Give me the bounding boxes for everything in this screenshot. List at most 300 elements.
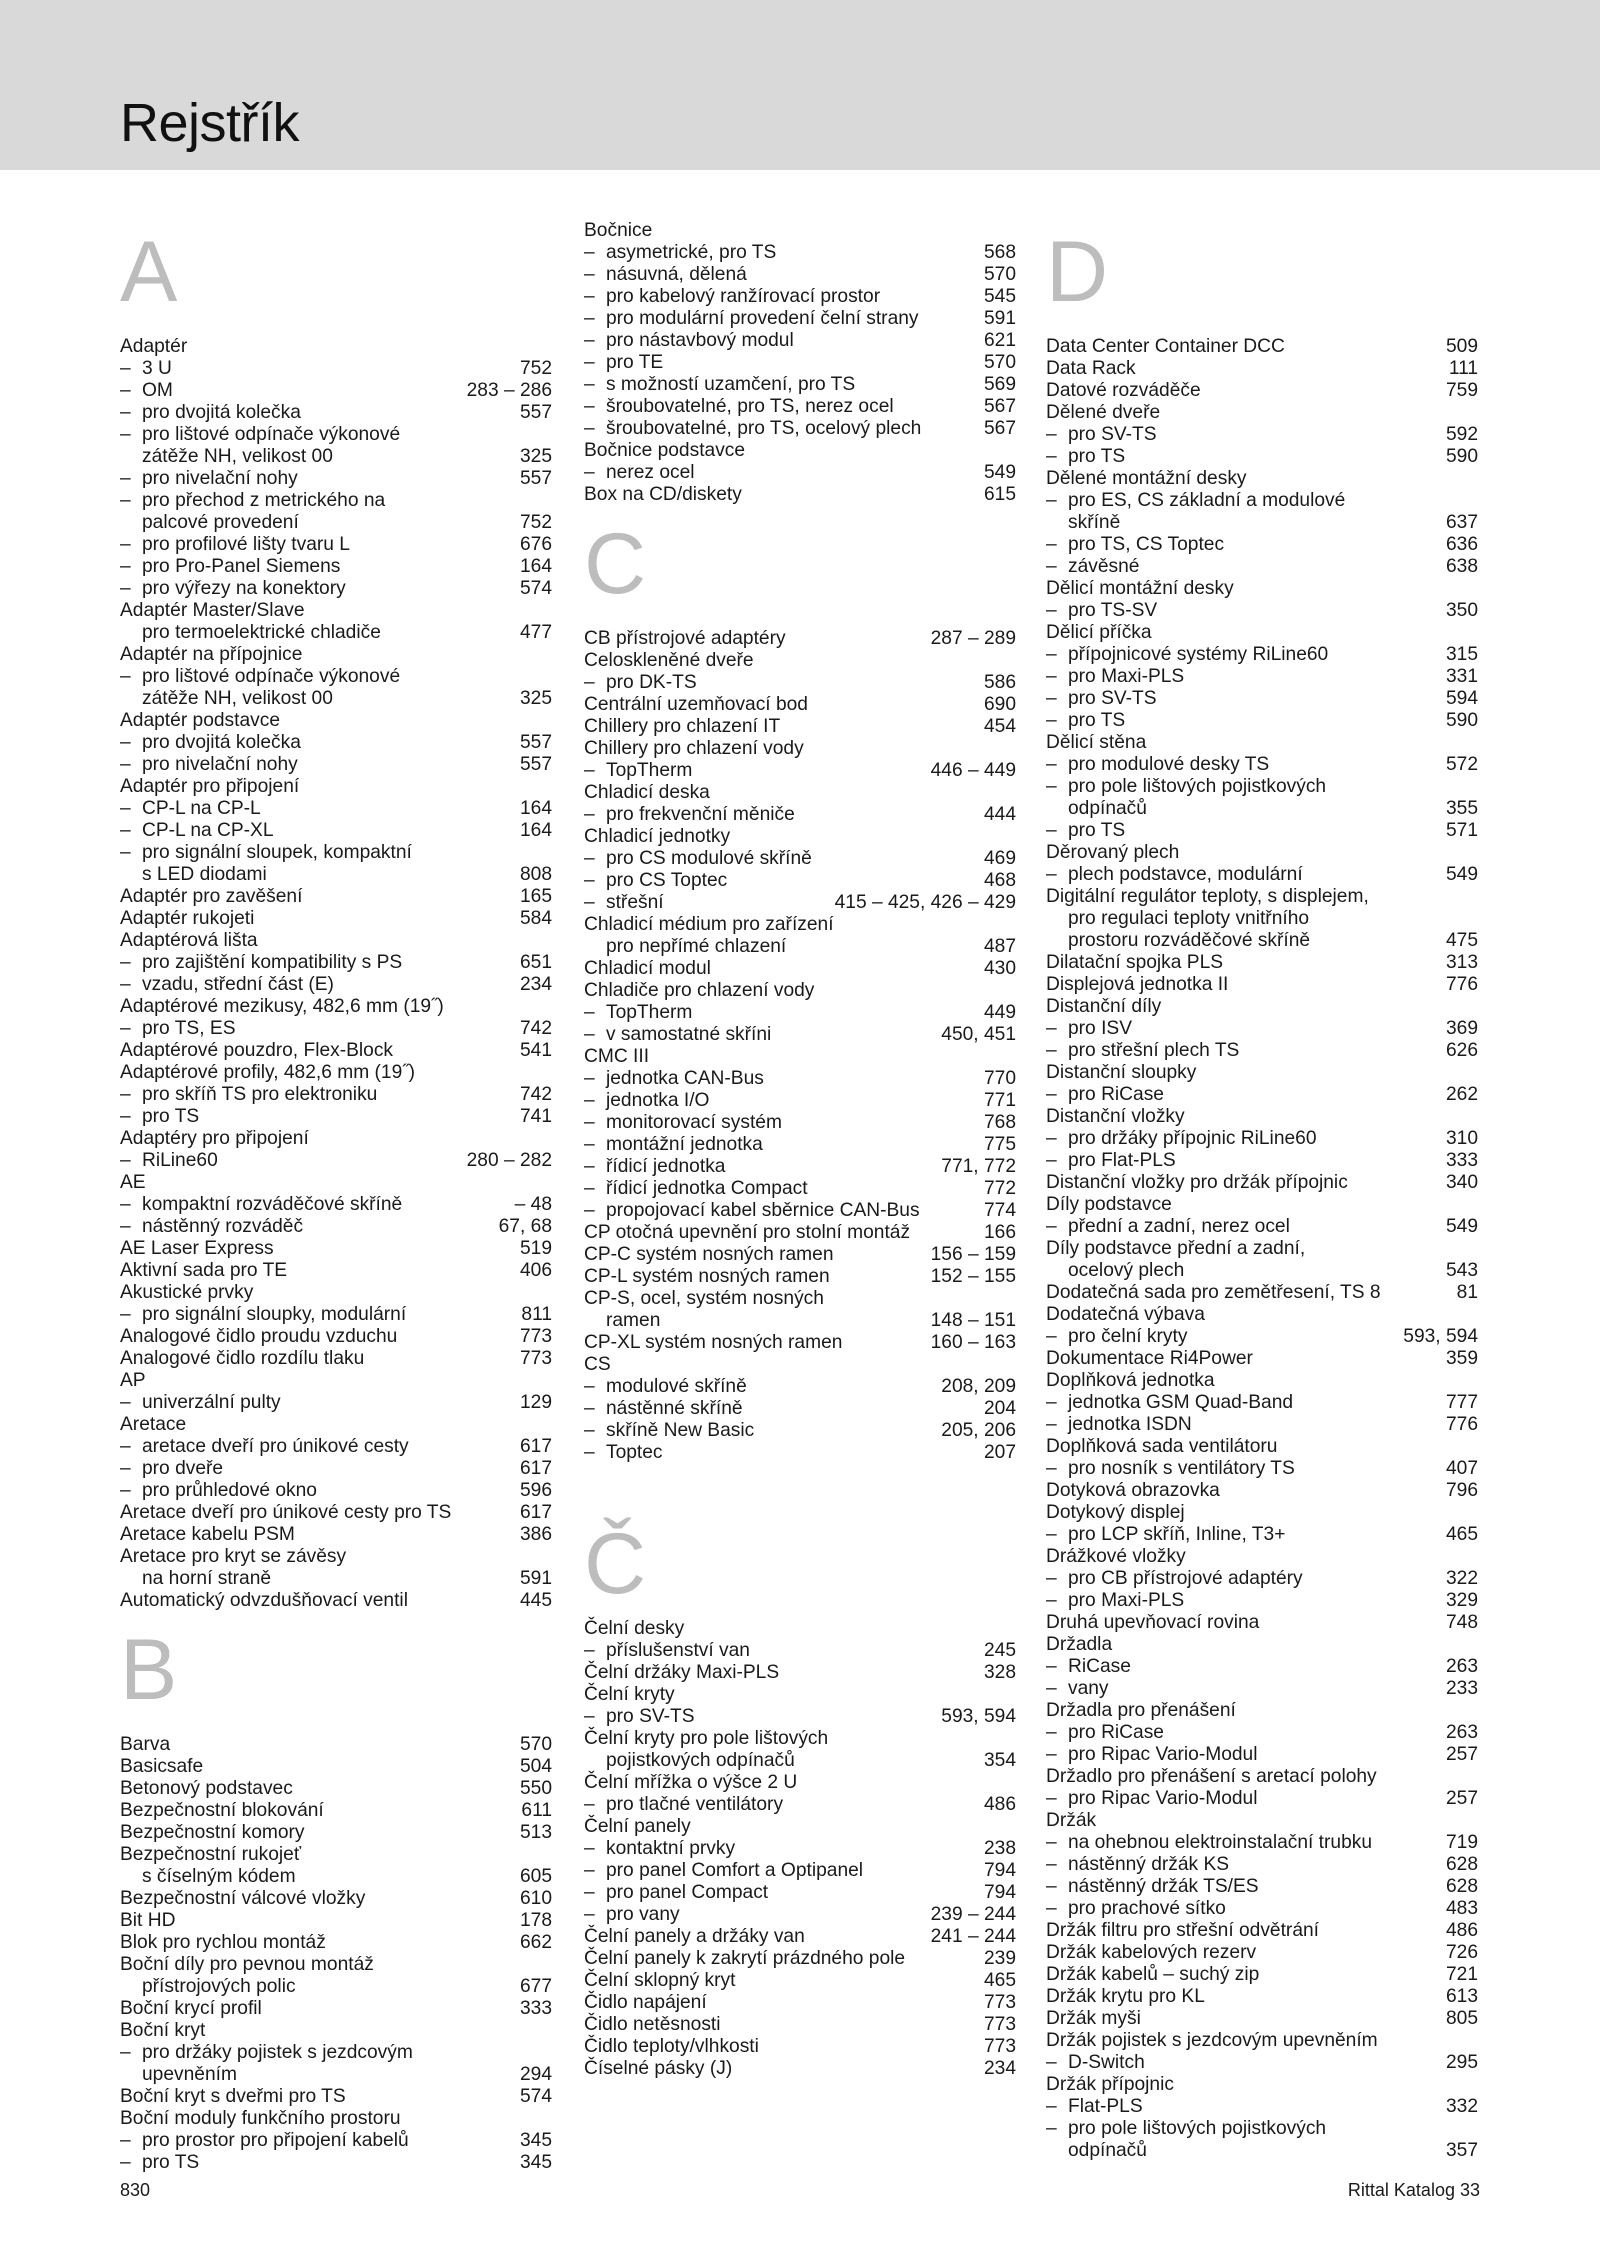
entry-text: kompaktní rozváděčové skříně: [142, 1194, 403, 1215]
entry-text: Boční moduly funkčního prostoru: [120, 2108, 401, 2129]
entry-text: pro Flat-PLS: [1068, 1150, 1176, 1171]
entry-text: Dělené dveře: [1046, 402, 1161, 423]
entry-text: Chladicí deska: [584, 782, 710, 803]
page-ref: 332: [1445, 2096, 1478, 2117]
index-subentry: [120, 754, 552, 776]
entry-text: D-Switch: [1068, 2052, 1145, 2073]
subentry-dash: –: [1046, 776, 1057, 797]
index-subentry: [584, 1794, 1016, 1816]
entry-text: RiLine60: [142, 1150, 218, 1171]
entry-text: Distanční sloupky: [1046, 1062, 1197, 1083]
page-ref: 450, 451: [941, 1024, 1016, 1045]
index-entry: [120, 644, 552, 666]
index-entry: [1046, 1370, 1478, 1392]
page-ref: 567: [983, 418, 1016, 439]
subentry-dash: –: [1046, 1898, 1057, 1919]
index-subentry: [584, 264, 1016, 286]
entry-text: Dotyková obrazovka: [1046, 1480, 1220, 1501]
index-subentry: [120, 1436, 552, 1458]
footer-catalog: Rittal Katalog 33: [1347, 2180, 1480, 2200]
entry-text: pro prachové sítko: [1068, 1898, 1226, 1919]
index-entry: [120, 1524, 552, 1546]
entry-text: pro držáky přípojnic RiLine60: [1068, 1128, 1317, 1149]
index-entry: [120, 1062, 552, 1084]
entry-text: Čidlo netěsnosti: [584, 2014, 721, 2035]
subentry-dash: –: [584, 1442, 595, 1463]
page-ref: 468: [983, 870, 1016, 891]
index-entry: [584, 716, 1016, 738]
page-ref: 333: [1445, 1150, 1478, 1171]
page-ref: 446 – 449: [930, 760, 1016, 781]
index-subentry: [584, 1156, 1016, 1178]
index-subentry: [120, 1304, 552, 1326]
page-ref: 475: [1445, 930, 1478, 951]
page-ref: 638: [1445, 556, 1478, 577]
page-ref: 519: [519, 1238, 552, 1259]
index-entry-continuation: [120, 622, 552, 644]
page-ref: 257: [1445, 1788, 1478, 1809]
index-entry: [120, 1590, 552, 1612]
entry-text: pro panel Compact: [606, 1882, 769, 1903]
entry-text: pro LCP skříň, Inline, T3+: [1068, 1524, 1286, 1545]
entry-text: pro modulární provedení čelní strany: [606, 308, 919, 329]
page-ref: 549: [1445, 1216, 1478, 1237]
subentry-dash: –: [120, 578, 131, 599]
subentry-dash: –: [120, 1458, 131, 1479]
page-ref: 449: [983, 1002, 1016, 1023]
entry-text: pro modulové desky TS: [1068, 754, 1270, 775]
index-subentry: [120, 1018, 552, 1040]
index-subentry: [1046, 644, 1478, 666]
index-entry: [120, 1370, 552, 1392]
page-ref: 593, 594: [1403, 1326, 1478, 1347]
entry-text: pro panel Comfort a Optipanel: [606, 1860, 864, 1881]
entry-text: nástěnný držák TS/ES: [1068, 1876, 1259, 1897]
subentry-dash: –: [584, 1068, 595, 1089]
page-ref: 549: [1445, 864, 1478, 885]
subentry-dash: –: [1046, 556, 1057, 577]
entry-text: CP-C systém nosných ramen: [584, 1244, 834, 1265]
page-ref: 164: [519, 820, 552, 841]
entry-text: CP-L systém nosných ramen: [584, 1266, 830, 1287]
entry-text: Držadlo pro přenášení s aretací polohy: [1046, 1766, 1377, 1787]
entry-text: pro TS-SV: [1068, 600, 1158, 621]
subentry-dash: –: [584, 330, 595, 351]
index-entry-continuation: [120, 446, 552, 468]
entry-text: Držák přípojnic: [1046, 2074, 1174, 2095]
page-title: Rejstřík: [120, 93, 300, 153]
index-subentry: [120, 952, 552, 974]
index-entry: [120, 996, 552, 1018]
entry-text: Basicsafe: [120, 1756, 204, 1777]
entry-text: pro TS: [1068, 446, 1126, 467]
entry-text: pro profilové lišty tvaru L: [142, 534, 350, 555]
index-entry: [120, 1260, 552, 1282]
entry-text: Čelní kryty pro pole lištových: [584, 1728, 829, 1749]
index-entry: [1046, 2008, 1478, 2030]
entry-text: jednotka GSM Quad-Band: [1068, 1392, 1294, 1413]
subentry-dash: –: [120, 1084, 131, 1105]
index-subentry: [1046, 1854, 1478, 1876]
subentry-dash: –: [120, 424, 131, 445]
page-ref: 345: [519, 2152, 552, 2173]
entry-text: odpínačů: [1068, 798, 1147, 819]
entry-text: Čelní panely k zakrytí prázdného pole: [584, 1948, 906, 1969]
index-entry: [120, 1348, 552, 1370]
subentry-dash: –: [584, 760, 595, 781]
page-ref: 770: [983, 1068, 1016, 1089]
entry-text: Chladicí modul: [584, 958, 711, 979]
page-ref: 752: [519, 512, 552, 533]
index-subentry: [1046, 1656, 1478, 1678]
subentry-dash: –: [120, 490, 131, 511]
entry-text: Držák filtru pro střešní odvětrání: [1046, 1920, 1319, 1941]
index-subentry: [120, 798, 552, 820]
page-ref: 773: [983, 1992, 1016, 2013]
index-entry: [120, 1734, 552, 1756]
page-ref: 329: [1445, 1590, 1478, 1611]
index-entry: [584, 1244, 1016, 1266]
subentry-dash: –: [1046, 1524, 1057, 1545]
index-entry: [584, 1816, 1016, 1838]
subentry-dash: –: [1046, 1040, 1057, 1061]
entry-text: modulové skříně: [606, 1376, 747, 1397]
entry-text: CP otočná upevnění pro stolní montáž: [584, 1222, 911, 1243]
index-subentry: [120, 2152, 552, 2174]
entry-text: Barva: [120, 1734, 171, 1755]
index-subentry: [1046, 2096, 1478, 2118]
index-entry: [1046, 1062, 1478, 1084]
index-entry: [120, 1910, 552, 1932]
page-ref: 166: [983, 1222, 1016, 1243]
index-subentry: [120, 1194, 552, 1216]
entry-text: Dělicí montážní desky: [1046, 578, 1234, 599]
subentry-dash: –: [584, 1376, 595, 1397]
index-subentry: [1046, 1040, 1478, 1062]
page-ref: 469: [983, 848, 1016, 869]
index-entry: [120, 710, 552, 732]
index-entry: [584, 628, 1016, 650]
subentry-dash: –: [584, 1420, 595, 1441]
subentry-dash: –: [1046, 820, 1057, 841]
index-subentry: [1046, 2118, 1478, 2140]
page-ref: 465: [983, 1970, 1016, 1991]
entry-text: Bit HD: [120, 1910, 176, 1931]
entry-text: upevněním: [142, 2064, 237, 2085]
page-ref: 504: [519, 1756, 552, 1777]
index-entry: [1046, 1964, 1478, 1986]
subentry-dash: –: [584, 286, 595, 307]
page-ref: 617: [519, 1436, 552, 1457]
page-ref: 772: [983, 1178, 1016, 1199]
index-entry: [120, 1778, 552, 1800]
index-subentry: [584, 308, 1016, 330]
index-subentry: [584, 892, 1016, 914]
index-subentry: [584, 1068, 1016, 1090]
entry-text: Bočnice: [584, 220, 653, 241]
index-entry: [1046, 1546, 1478, 1568]
page-ref: 331: [1445, 666, 1478, 687]
entry-text: Držák myši: [1046, 2008, 1141, 2029]
subentry-dash: –: [1046, 446, 1057, 467]
entry-text: Dokumentace Ri4Power: [1046, 1348, 1253, 1369]
footer-page-number: 830: [120, 2180, 151, 2200]
entry-text: Dotykový displej: [1046, 1502, 1185, 1523]
index-subentry: [1046, 1018, 1478, 1040]
page-ref: 350: [1445, 600, 1478, 621]
subentry-dash: –: [120, 1216, 131, 1237]
entry-text: pro přechod z metrického na: [142, 490, 386, 511]
index-subentry: [584, 374, 1016, 396]
entry-text: Boční kryt s dveřmi pro TS: [120, 2086, 346, 2107]
entry-text: aretace dveří pro únikové cesty: [142, 1436, 409, 1457]
index-subentry: [120, 490, 552, 512]
page-ref: 626: [1445, 1040, 1478, 1061]
page-ref: 591: [983, 308, 1016, 329]
index-entry: [584, 1684, 1016, 1706]
entry-text: nástěnné skříně: [606, 1398, 743, 1419]
entry-text: pro CB přístrojové adaptéry: [1068, 1568, 1303, 1589]
entry-text: pro SV-TS: [1068, 688, 1157, 709]
page-ref: 774: [983, 1200, 1016, 1221]
entry-text: pojistkových odpínačů: [606, 1750, 795, 1771]
entry-text: Aktivní sada pro TE: [120, 1260, 288, 1281]
entry-text: násuvná, dělená: [606, 264, 747, 285]
section-letter: A: [120, 224, 178, 320]
entry-text: pro regulaci teploty vnitřního: [1068, 908, 1310, 929]
index-entry: [1046, 1986, 1478, 2008]
page-ref: 545: [983, 286, 1016, 307]
entry-text: Držadla pro přenášení: [1046, 1700, 1236, 1721]
page-ref: 594: [1445, 688, 1478, 709]
page-ref: 742: [519, 1084, 552, 1105]
entry-text: Dilatační spojka PLS: [1046, 952, 1224, 973]
page-ref: 557: [519, 754, 552, 775]
index-entry: [120, 1998, 552, 2020]
entry-text: pro signální sloupek, kompaktní: [142, 842, 412, 863]
entry-text: Betonový podstavec: [120, 1778, 293, 1799]
entry-text: Čelní panely a držáky van: [584, 1926, 805, 1947]
index-subentry: [584, 1706, 1016, 1728]
entry-text: Čidlo napájení: [584, 1992, 707, 2013]
entry-text: Chladiče pro chlazení vody: [584, 980, 815, 1001]
index-entry: [584, 440, 1016, 462]
index-entry: [1046, 1942, 1478, 1964]
page-ref: 773: [983, 2036, 1016, 2057]
entry-text: Displejová jednotka II: [1046, 974, 1229, 995]
entry-text: Automatický odvzdušňovací ventil: [120, 1590, 408, 1611]
page-ref: 294: [519, 2064, 552, 2085]
entry-text: pro dveře: [142, 1458, 224, 1479]
page-ref: 628: [1445, 1854, 1478, 1875]
index-subentry: [584, 418, 1016, 440]
index-entry: [1046, 1194, 1478, 1216]
index-subentry: [1046, 1722, 1478, 1744]
entry-text: pro zajištění kompatibility s PS: [142, 952, 403, 973]
page-ref: 234: [519, 974, 552, 995]
entry-text: Chillery pro chlazení IT: [584, 716, 781, 737]
subentry-dash: –: [120, 402, 131, 423]
section-letter: B: [120, 1622, 178, 1718]
index-subentry: [1046, 1744, 1478, 1766]
page-ref: 430: [983, 958, 1016, 979]
entry-text: AE: [120, 1172, 146, 1193]
index-entry: [1046, 380, 1478, 402]
entry-text: Digitální regulátor teploty, s displejem,: [1046, 886, 1369, 907]
index-subentry: [584, 1398, 1016, 1420]
index-subentry: [1046, 1414, 1478, 1436]
index-entry: [584, 980, 1016, 1002]
page-ref: 207: [983, 1442, 1016, 1463]
entry-text: pro pole lištových pojistkových: [1068, 2118, 1327, 2139]
subentry-dash: –: [584, 1156, 595, 1177]
index-entry: [584, 1354, 1016, 1376]
entry-text: přední a zadní, nerez ocel: [1068, 1216, 1290, 1237]
index-entry: [120, 1546, 552, 1568]
index-subentry: [1046, 556, 1478, 578]
entry-text: CP-S, ocel, systém nosných: [584, 1288, 824, 1309]
subentry-dash: –: [1046, 1392, 1057, 1413]
index-entry: [120, 930, 552, 952]
page-ref: 239: [983, 1948, 1016, 1969]
page-ref: 572: [1445, 754, 1478, 775]
page-ref: 596: [519, 1480, 552, 1501]
entry-text: CP-L na CP-L: [142, 798, 261, 819]
index-subentry: [120, 2042, 552, 2064]
index-subentry: [120, 468, 552, 490]
page-ref: 263: [1445, 1722, 1478, 1743]
index-entry: [584, 782, 1016, 804]
entry-text: odpínačů: [1068, 2140, 1147, 2161]
page-ref: 81: [1456, 1282, 1478, 1303]
page-ref: 239 – 244: [930, 1904, 1016, 1925]
page-ref: 487: [983, 936, 1016, 957]
index-entry: [584, 2014, 1016, 2036]
index-entry: [120, 1128, 552, 1150]
page-ref: 557: [519, 468, 552, 489]
index-entry: [1046, 2030, 1478, 2052]
entry-text: Číselné pásky (J): [584, 2058, 733, 2079]
subentry-dash: –: [120, 1436, 131, 1457]
entry-text: univerzální pulty: [142, 1392, 281, 1413]
subentry-dash: –: [120, 2152, 131, 2173]
index-subentry: [584, 242, 1016, 264]
entry-text: Adaptérová lišta: [120, 930, 258, 951]
subentry-dash: –: [584, 1860, 595, 1881]
entry-text: pro TS, CS Toptec: [1068, 534, 1225, 555]
index-entry: [1046, 996, 1478, 1018]
subentry-dash: –: [1046, 644, 1057, 665]
subentry-dash: –: [120, 952, 131, 973]
index-entry: [584, 1288, 1016, 1310]
index-entry: [584, 1992, 1016, 2014]
subentry-dash: –: [584, 1640, 595, 1661]
subentry-dash: –: [1046, 1656, 1057, 1677]
index-entry: [584, 1970, 1016, 1992]
entry-text: řídicí jednotka: [606, 1156, 726, 1177]
entry-text: Čelní sklopný kryt: [584, 1970, 736, 1991]
page-ref: 592: [1445, 424, 1478, 445]
index-entry: [1046, 1106, 1478, 1128]
page-ref: 310: [1445, 1128, 1478, 1149]
subentry-dash: –: [120, 1106, 131, 1127]
entry-text: Flat-PLS: [1068, 2096, 1143, 2117]
entry-text: CP-XL systém nosných ramen: [584, 1332, 843, 1353]
entry-text: pro RiCase: [1068, 1084, 1164, 1105]
entry-text: pro skříň TS pro elektroniku: [142, 1084, 378, 1105]
page-ref: 333: [519, 1998, 552, 2019]
entry-text: pro TE: [606, 352, 664, 373]
entry-text: Čelní kryty: [584, 1684, 675, 1705]
entry-text: Druhá upevňovací rovina: [1046, 1612, 1260, 1633]
page-ref: 156 – 159: [930, 1244, 1016, 1265]
index-entry-continuation: [1046, 930, 1478, 952]
entry-text: 3 U: [142, 358, 172, 379]
subentry-dash: –: [120, 534, 131, 555]
page-ref: 776: [1445, 1414, 1478, 1435]
page-ref: 483: [1445, 1898, 1478, 1919]
entry-text: pro frekvenční měniče: [606, 804, 795, 825]
page-ref: 586: [983, 672, 1016, 693]
entry-text: monitorovací systém: [606, 1112, 782, 1133]
index-subentry: [120, 424, 552, 446]
page-ref: 796: [1445, 1480, 1478, 1501]
index-entry: [1046, 1920, 1478, 1942]
subentry-dash: –: [120, 556, 131, 577]
entry-text: Dělicí příčka: [1046, 622, 1152, 643]
entry-text: pro termoelektrické chladiče: [142, 622, 381, 643]
subentry-dash: –: [584, 1002, 595, 1023]
index-subentry: [1046, 1832, 1478, 1854]
subentry-dash: –: [584, 396, 595, 417]
index-subentry: [120, 556, 552, 578]
index-entry: [1046, 952, 1478, 974]
subentry-dash: –: [584, 892, 595, 913]
page-ref: 794: [983, 1882, 1016, 1903]
entry-text: pro Maxi-PLS: [1068, 1590, 1185, 1611]
entry-text: Adaptérové profily, 482,6 mm (19˝): [120, 1062, 416, 1083]
page-ref: 445: [519, 1590, 552, 1611]
index-entry: [1046, 336, 1478, 358]
index-subentry: [120, 534, 552, 556]
page-ref: 486: [1445, 1920, 1478, 1941]
index-subentry: [584, 1838, 1016, 1860]
entry-text: Aretace kabelu PSM: [120, 1524, 295, 1545]
entry-text: zátěže NH, velikost 00: [142, 688, 333, 709]
entry-text: RiCase: [1068, 1656, 1131, 1677]
entry-text: Aretace: [120, 1414, 187, 1435]
page-ref: 637: [1445, 512, 1478, 533]
index-entry: [584, 1332, 1016, 1354]
entry-text: Data Center Container DCC: [1046, 336, 1285, 357]
subentry-dash: –: [120, 732, 131, 753]
index-entry: [584, 1662, 1016, 1684]
entry-text: pro ISV: [1068, 1018, 1132, 1039]
index-entry: [120, 1502, 552, 1524]
page-ref: 245: [983, 1640, 1016, 1661]
index-entry: [120, 1800, 552, 1822]
entry-text: skříně New Basic: [606, 1420, 755, 1441]
subentry-dash: –: [1046, 600, 1057, 621]
subentry-dash: –: [120, 1018, 131, 1039]
index-entry: [120, 908, 552, 930]
entry-text: nerez ocel: [606, 462, 695, 483]
page-ref: 590: [1445, 710, 1478, 731]
index-entry-continuation: [1046, 512, 1478, 534]
page-ref: 262: [1445, 1084, 1478, 1105]
index-subentry: [1046, 1458, 1478, 1480]
subentry-dash: –: [120, 380, 131, 401]
